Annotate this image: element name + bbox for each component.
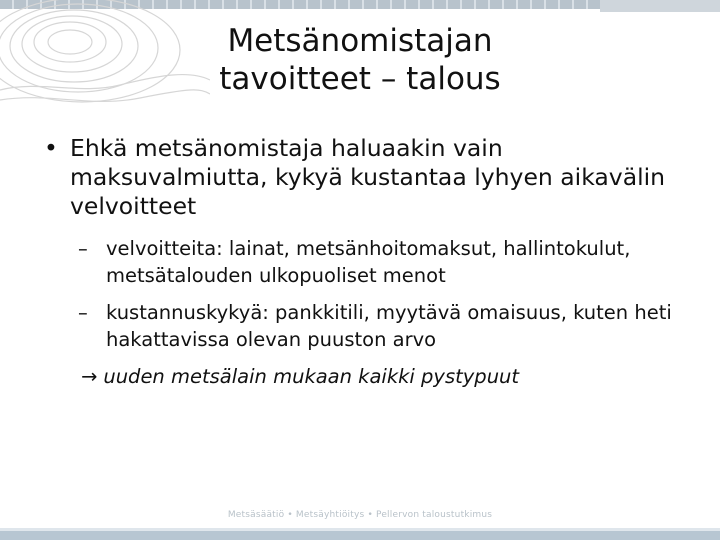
sub-bullet-obligations <box>78 235 696 289</box>
title-line-2: tavoitteet – talous <box>219 61 501 97</box>
sub-bullet-text: kustannuskykyä: pankkitili, myytävä omaisuus, kuten heti hakattavissa olevan puuston arvo <box>106 301 672 351</box>
title-line-1: Metsänomistajan <box>227 23 493 59</box>
bottom-strip-highlight <box>0 528 720 531</box>
main-bullet <box>36 134 696 221</box>
bullet-symbol: • <box>44 134 58 162</box>
top-right-strip <box>600 0 720 12</box>
sub-bullet-payment-capacity <box>78 299 696 353</box>
sub-bullet-text: velvoitteita: lainat, metsänhoitomaksut, hallintokulut, metsätalouden ulkopuoliset menot <box>106 237 631 287</box>
footer-text: Metsäsäätiö • Metsäyhtiöitys • Pellervon taloustutkimus <box>227 510 493 520</box>
slide-title <box>180 22 540 98</box>
dash-symbol: – <box>78 301 88 324</box>
contour-lines-decoration <box>0 0 210 110</box>
arrow-note-text: uuden metsälain mukaan kaikki pystypuut <box>103 365 520 388</box>
main-bullet-text: Ehkä metsänomistaja haluaakin vain maksuvalmiutta, kykyä kustantaa lyhyen aikavälin velvoitteet <box>70 134 666 220</box>
arrow-icon: → <box>81 365 98 388</box>
arrow-note <box>81 363 696 390</box>
dash-symbol: – <box>78 237 88 260</box>
slide-content <box>36 134 696 390</box>
